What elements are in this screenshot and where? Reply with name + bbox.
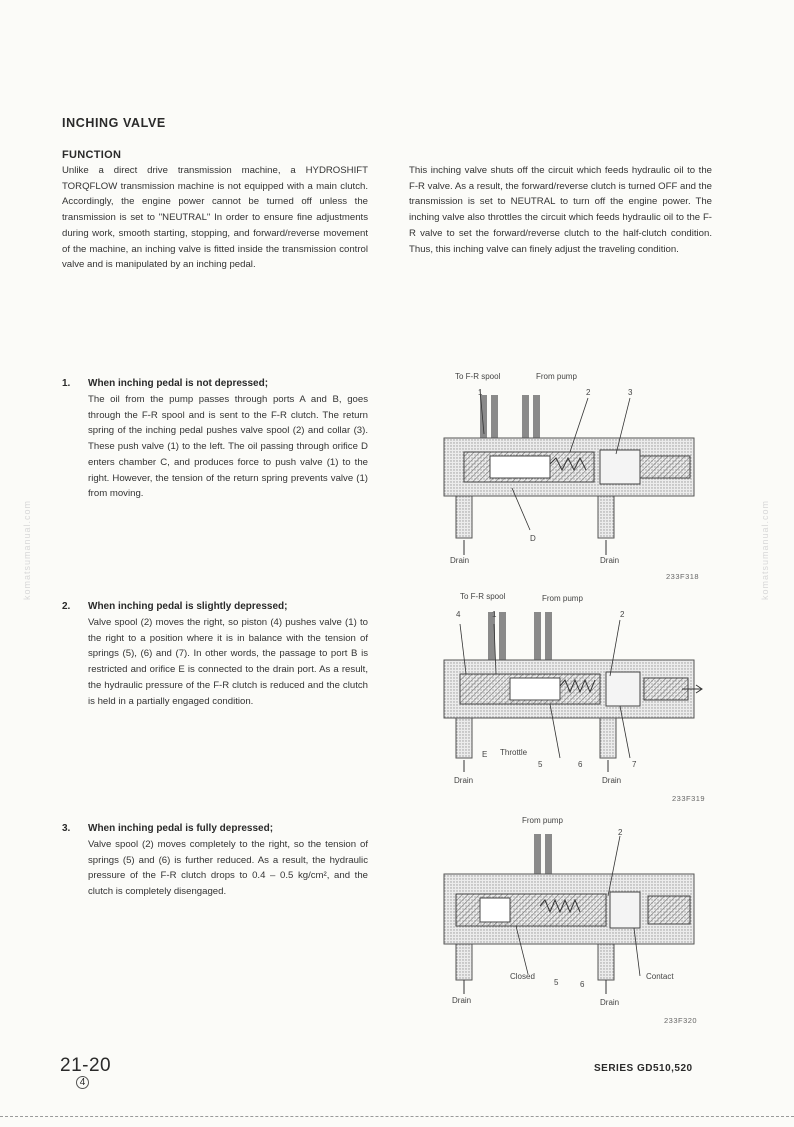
valve-diagram-figure-3 [420,812,720,1027]
figure-code: 233F319 [672,794,706,803]
figure-label: Drain [452,996,472,1005]
bottom-divider [0,1116,794,1117]
figure-label: 2 [618,828,623,837]
figure-label: E [482,750,488,759]
figure-label: 6 [580,980,585,989]
figure-label: 4 [456,610,461,619]
figure-label: Drain [602,776,622,785]
page-title: INCHING VALVE [62,116,166,130]
valve-cross-section [420,812,720,1027]
figure-label: Drain [450,556,470,565]
valve-diagram-figure-2 [420,590,720,805]
figure-label: 2 [586,388,591,397]
valve-cross-section [420,370,720,585]
figure-label: 5 [554,978,559,987]
figure-label: 2 [620,610,625,619]
figure-label: To F-R spool [460,592,506,601]
function-paragraph-right: This inching valve shuts off the circuit which feeds hydraulic oil to the F-R valve. As a result, the forward/reverse clutch is turned OFF and the transmission is set to NEUTRAL to turn off the engine power. The inching valve also throttles the circuit which feeds hydraulic oil to the F-R valve to set the forward/reverse clutch to the half-clutch condition. Thus, this inching valve can finely adjust the traveling condition. [409,165,712,255]
revision-mark: 4 [76,1076,89,1089]
figure-label: D [530,534,536,543]
figure-label: Drain [600,556,620,565]
figure-label: 1 [478,388,483,397]
step-number: 1. [62,378,71,389]
step-body: Valve spool (2) moves completely to the right, so the tension of springs (5) and (6) is further reduced. As a result, the hydraulic pressure of the F-R clutch drops to 0.4 – 0.5 kg/cm², and the clutch is completely disengaged. [88,839,368,898]
watermark-right: komatsumanual.com [760,500,770,601]
step-body: The oil from the pump passes through ports A and B, goes through the F-R spool and is sent to the F-R clutch. The return spring of the inching pedal pushes valve spool (2) and collar (3). These push valve (1) to the left. The oil passing through orifice D enters chamber C, and produces force to push valve (1) to the right. However, the tension of the return spring prevents valve (1) from moving. [88,394,368,500]
step-title: When inching pedal is slightly depressed; [88,601,288,612]
valve-diagram-figure-1 [420,370,720,585]
valve-cross-section [420,590,720,805]
figure-label: Contact [646,972,674,981]
figure-label: 7 [632,760,637,769]
figure-label: Closed [510,972,535,981]
figure-label: Drain [600,998,620,1007]
figure-label: 3 [628,388,633,397]
series-label: SERIES GD510,520 [594,1063,693,1074]
figure-label: From pump [522,816,563,825]
step-title: When inching pedal is fully depressed; [88,823,274,834]
function-paragraph-left: Unlike a direct drive transmission machine, a HYDROSHIFT TORQFLOW transmission machine is not equipped with a main clutch. Accordingly, the engine power cannot be turned off unless the transmission is set to "NEUTRAL" In order to ensure fine adjustments during work, smooth starting, stopping, and forward/reverse movement of the machine, an inching valve is fitted inside the transmission control valve and is manipulated by an inching pedal. [62,165,368,271]
figure-label: Throttle [500,748,528,757]
section-heading: FUNCTION [62,149,122,161]
figure-label: 1 [492,610,497,619]
figure-label: Drain [454,776,474,785]
step-body: Valve spool (2) moves the right, so piston (4) pushes valve (1) to the right to a position where it is in balance with the tension of springs (5), (6) and (7). In other words, the passage to port B is restricted and orifice E is connected to the drain port. As a result, the hydraulic pressure of the F-R clutch is reduced and the clutch is held in a partially engaged condition. [88,617,368,707]
step-number: 2. [62,601,71,612]
watermark-left: komatsumanual.com [22,500,32,601]
page-number: 21-20 [60,1055,112,1076]
step-number: 3. [62,823,71,834]
figure-label: 5 [538,760,543,769]
step-title: When inching pedal is not depressed; [88,378,269,389]
figure-code: 233F320 [664,1016,698,1025]
figure-label: From pump [536,372,577,381]
figure-label: From pump [542,594,583,603]
figure-label: 6 [578,760,583,769]
figure-label: To F-R spool [455,372,501,381]
figure-code: 233F318 [666,572,700,581]
